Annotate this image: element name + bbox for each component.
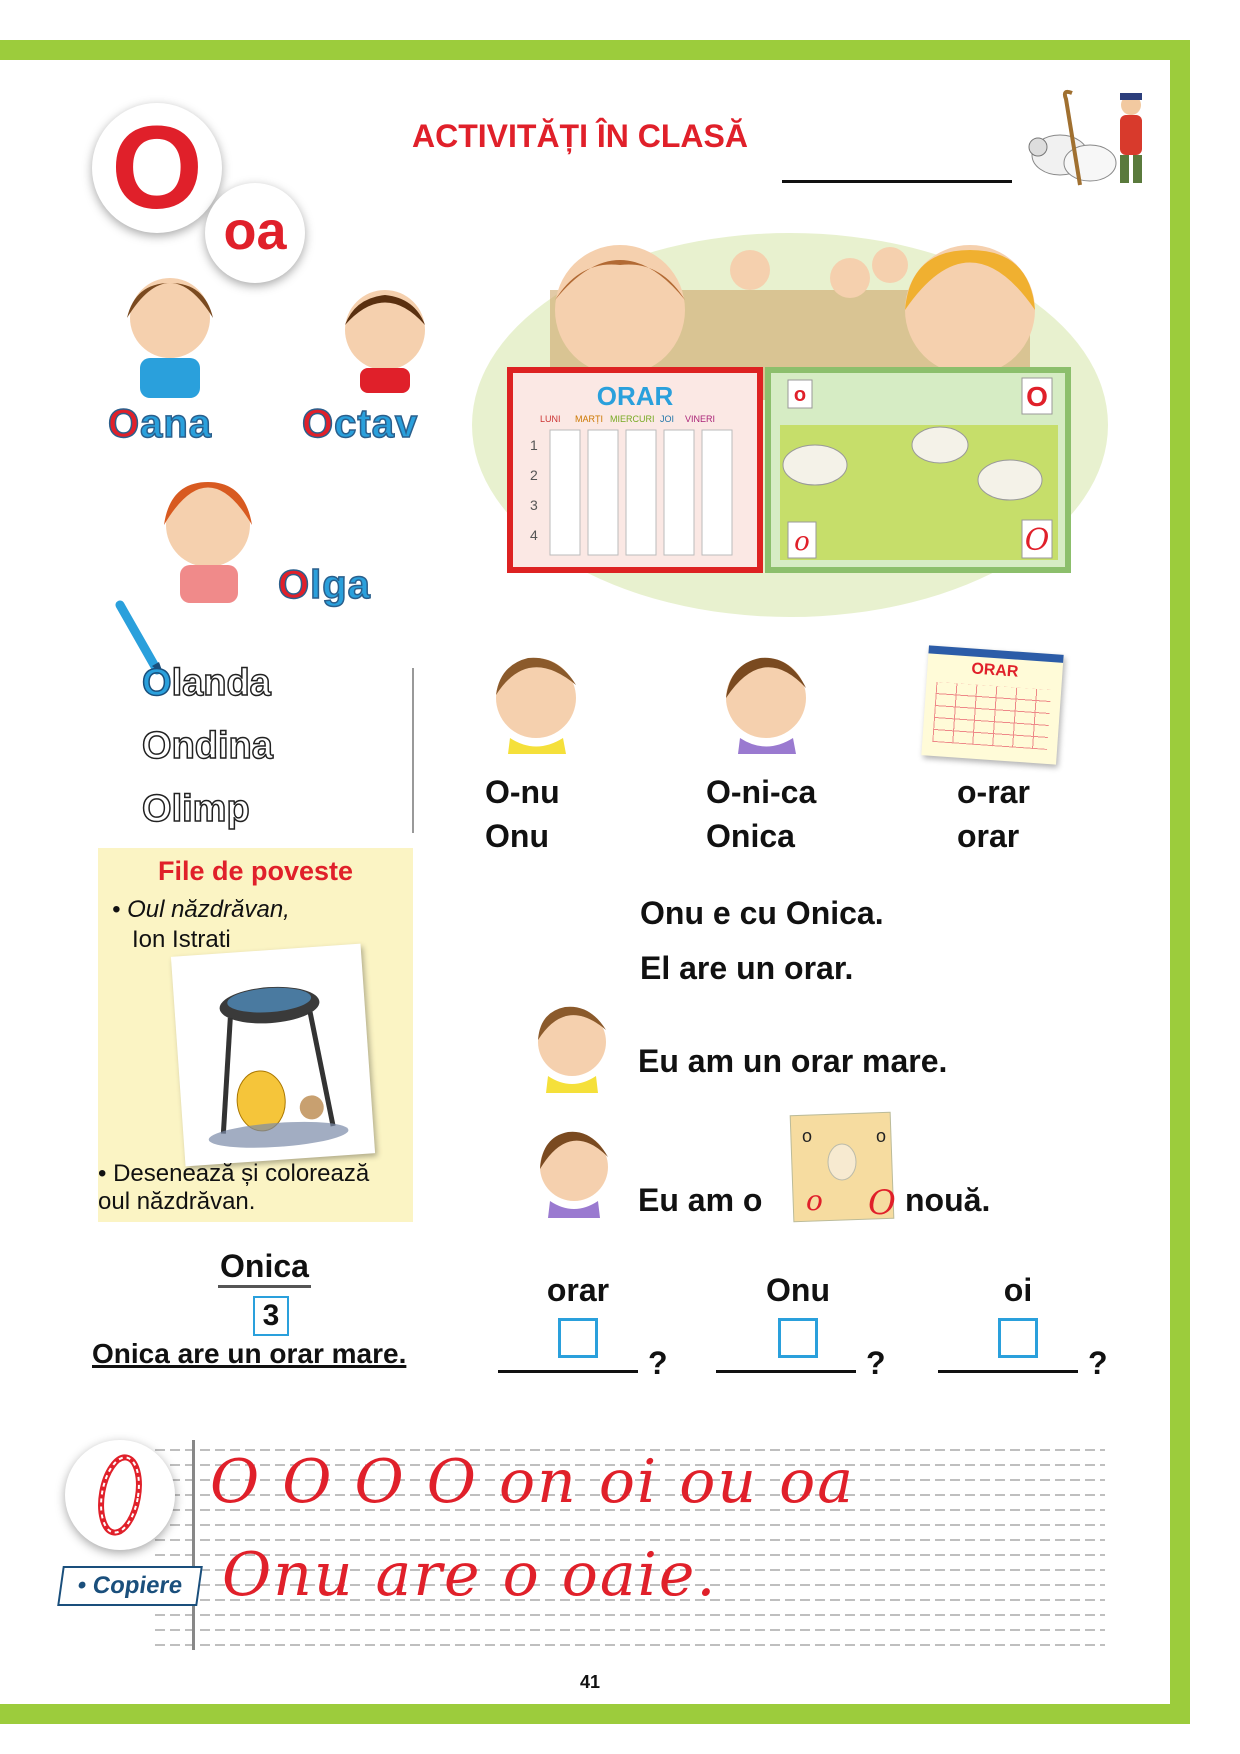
syllables-onica: O-ni-ca Onica	[706, 774, 817, 854]
page-frame-top	[0, 40, 1190, 60]
sentence-1: Onu e cu Onica.	[640, 895, 884, 931]
task-word-onu: Onu	[766, 1272, 830, 1308]
task-box-orar[interactable]	[558, 1318, 598, 1358]
egg-card-letter-3: o	[806, 1184, 823, 1217]
schedule-row-3: 3	[530, 497, 538, 513]
sentence-4-start: Eu am o	[638, 1182, 763, 1218]
word-olimp: Olimp	[142, 788, 250, 830]
egg-card-illustration	[788, 1110, 898, 1225]
page-title: ACTIVITĂȚI ÎN CLASĂ	[412, 118, 748, 154]
card-letter-3: o	[794, 527, 810, 557]
schedule-day-5: VINERI	[685, 414, 716, 424]
letter-lower-badge: oa	[205, 183, 305, 283]
task-word-orar: orar	[546, 1272, 610, 1308]
page-frame-right	[1170, 40, 1190, 1724]
title-answer-line	[782, 180, 1012, 183]
story-box	[98, 848, 413, 1222]
copy-label: • Copiere	[57, 1566, 203, 1606]
schedule-row-2: 2	[530, 467, 538, 483]
sentence-4-end: nouă.	[905, 1182, 991, 1218]
sentence-3: Eu am un orar mare.	[638, 1043, 948, 1079]
card-letter-1: o	[793, 384, 807, 406]
onica-face-illustration	[718, 650, 813, 755]
name-octav: Octav	[302, 402, 419, 446]
syllables-orar: o-rar orar	[957, 774, 1030, 854]
letter-upper-badge: O	[92, 103, 222, 233]
sentence-2: El are un orar.	[640, 950, 854, 986]
letter-tracing-badge	[65, 1440, 175, 1550]
shepherd-illustration	[1010, 85, 1160, 195]
name-oana: Oana	[108, 402, 213, 446]
story-book-title: • Oul năzdrăvan,	[112, 896, 290, 923]
story-author: Ion Istrati	[132, 926, 231, 953]
card-letter-4: O	[1024, 523, 1050, 558]
word-count-box: 3	[253, 1296, 289, 1336]
qmark-orar: ?	[648, 1345, 668, 1381]
writing-margin-line	[192, 1440, 195, 1650]
counting-word: Onica	[218, 1248, 311, 1288]
task-box-onu[interactable]	[778, 1318, 818, 1358]
story-title: File de poveste	[157, 856, 354, 886]
schedule-day-2: MARȚI	[575, 414, 603, 424]
syllables-onu: O-nu Onu	[485, 774, 560, 854]
calendar-label: ORAR	[970, 660, 1019, 681]
story-task-line-2: oul năzdrăvan.	[98, 1188, 256, 1215]
card-letter-2: O	[1026, 381, 1048, 412]
calendar-illustration	[921, 645, 1063, 764]
schedule-day-3: MIERCURI	[610, 414, 655, 424]
egg-card-letter-4: O	[868, 1183, 896, 1223]
page-number: 41	[579, 1672, 601, 1692]
task-word-oi: oi	[1003, 1272, 1033, 1308]
word-olanda: Olanda	[142, 662, 271, 704]
word-ondina: Ondina	[142, 725, 273, 767]
octav-illustration	[335, 280, 435, 395]
onu-small-illustration	[530, 1000, 615, 1095]
schedule-row-4: 4	[530, 527, 538, 543]
answer-line-onu[interactable]	[716, 1370, 856, 1373]
schedule-day-1: LUNI	[540, 414, 561, 424]
onica-small-illustration	[532, 1125, 617, 1220]
egg-card-letter-2: o	[876, 1126, 887, 1146]
egg-card-letter-1: o	[802, 1126, 813, 1146]
answer-line-oi[interactable]	[938, 1370, 1078, 1373]
qmark-onu: ?	[866, 1345, 886, 1381]
classroom-scene	[470, 230, 1110, 625]
oana-illustration	[115, 268, 225, 400]
story-task-line-1: • Desenează și colorează	[98, 1160, 370, 1187]
story-illustration	[171, 944, 375, 1167]
schedule-title: ORAR	[596, 381, 674, 411]
counting-sentence: Onica are un orar mare.	[92, 1338, 407, 1369]
name-olga: Olga	[278, 563, 371, 607]
schedule-day-4: JOI	[660, 414, 675, 424]
qmark-oi: ?	[1088, 1345, 1108, 1381]
schedule-row-1: 1	[530, 437, 538, 453]
copy-line-1: O O O O on oi ou oa	[210, 1447, 856, 1517]
answer-line-orar[interactable]	[498, 1370, 638, 1373]
page-frame-bottom	[0, 1704, 1190, 1724]
olga-illustration	[150, 470, 270, 605]
divider-line	[412, 668, 414, 833]
copy-line-2: Onu are o oaie.	[222, 1540, 718, 1610]
calendar-grid	[932, 682, 1051, 750]
task-box-oi[interactable]	[998, 1318, 1038, 1358]
onu-face-illustration	[488, 650, 583, 755]
